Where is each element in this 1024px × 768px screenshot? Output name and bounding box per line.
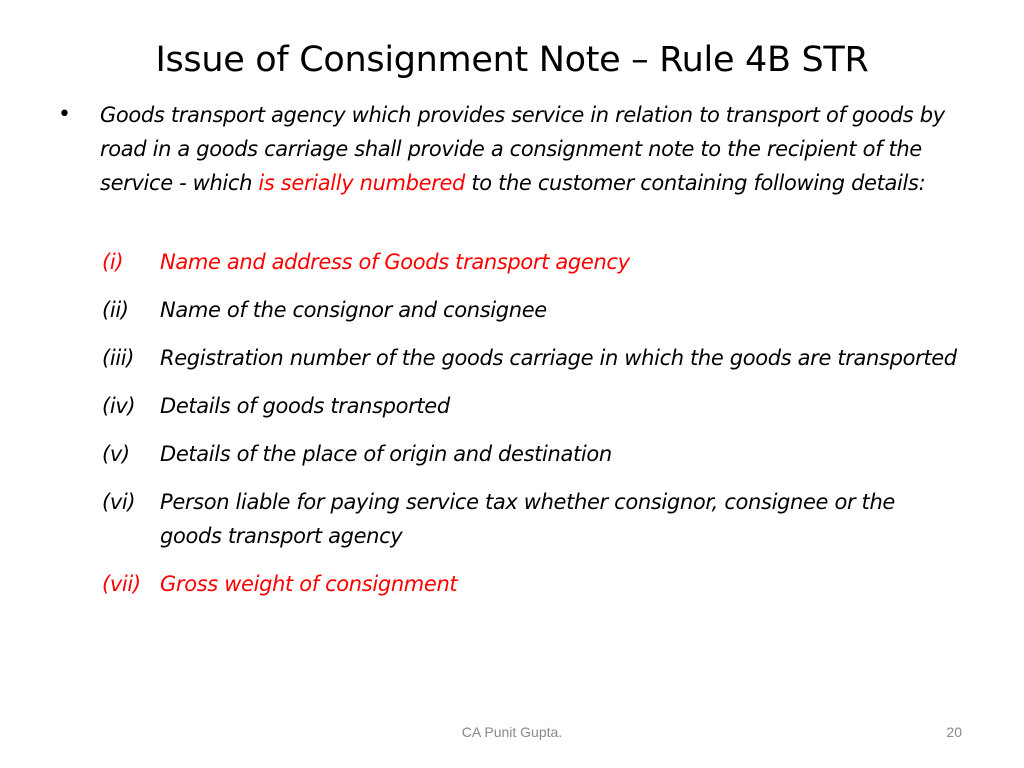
intro-text-part1: Goods transport agency which provides service in relation to transport of goods by road in a goods carriage shall provide a consignment note to the recipient of the service - which xyxy=(100,103,945,195)
details-list xyxy=(102,245,962,615)
list-item-text: Person liable for paying service tax whether consignor, consignee or the goods transport agency xyxy=(160,490,895,548)
slide-title: Issue of Consignment Note – Rule 4B STR xyxy=(155,40,869,80)
list-item xyxy=(102,245,962,279)
list-item-text: Registration number of the goods carriage in which the goods are transported xyxy=(160,346,957,370)
intro-text-part2: to the customer containing following details: xyxy=(465,171,926,195)
list-item-number: (v) xyxy=(102,442,130,466)
list-item xyxy=(102,341,962,375)
list-item xyxy=(102,437,962,471)
list-item-number: (vii) xyxy=(102,572,141,596)
list-item-text: Name of the consignor and consignee xyxy=(160,298,547,322)
list-item-number: (vi) xyxy=(102,490,136,514)
intro-highlight: is serially numbered xyxy=(258,171,466,195)
list-item-text: Gross weight of consignment xyxy=(160,572,458,596)
list-item xyxy=(102,485,962,553)
intro-paragraph xyxy=(100,98,966,200)
footer-author: CA Punit Gupta. xyxy=(461,724,563,740)
bullet-icon: • xyxy=(58,102,71,127)
list-item-text: Name and address of Goods transport agency xyxy=(160,250,630,274)
list-item-number: (iii) xyxy=(102,346,135,370)
list-item xyxy=(102,389,962,423)
list-item xyxy=(102,567,962,601)
list-item-number: (i) xyxy=(102,250,124,274)
list-item-number: (ii) xyxy=(102,298,129,322)
page-number: 20 xyxy=(946,724,962,740)
list-item-text: Details of goods transported xyxy=(160,394,450,418)
list-item xyxy=(102,293,962,327)
list-item-number: (iv) xyxy=(102,394,136,418)
list-item-text: Details of the place of origin and destination xyxy=(160,442,612,466)
